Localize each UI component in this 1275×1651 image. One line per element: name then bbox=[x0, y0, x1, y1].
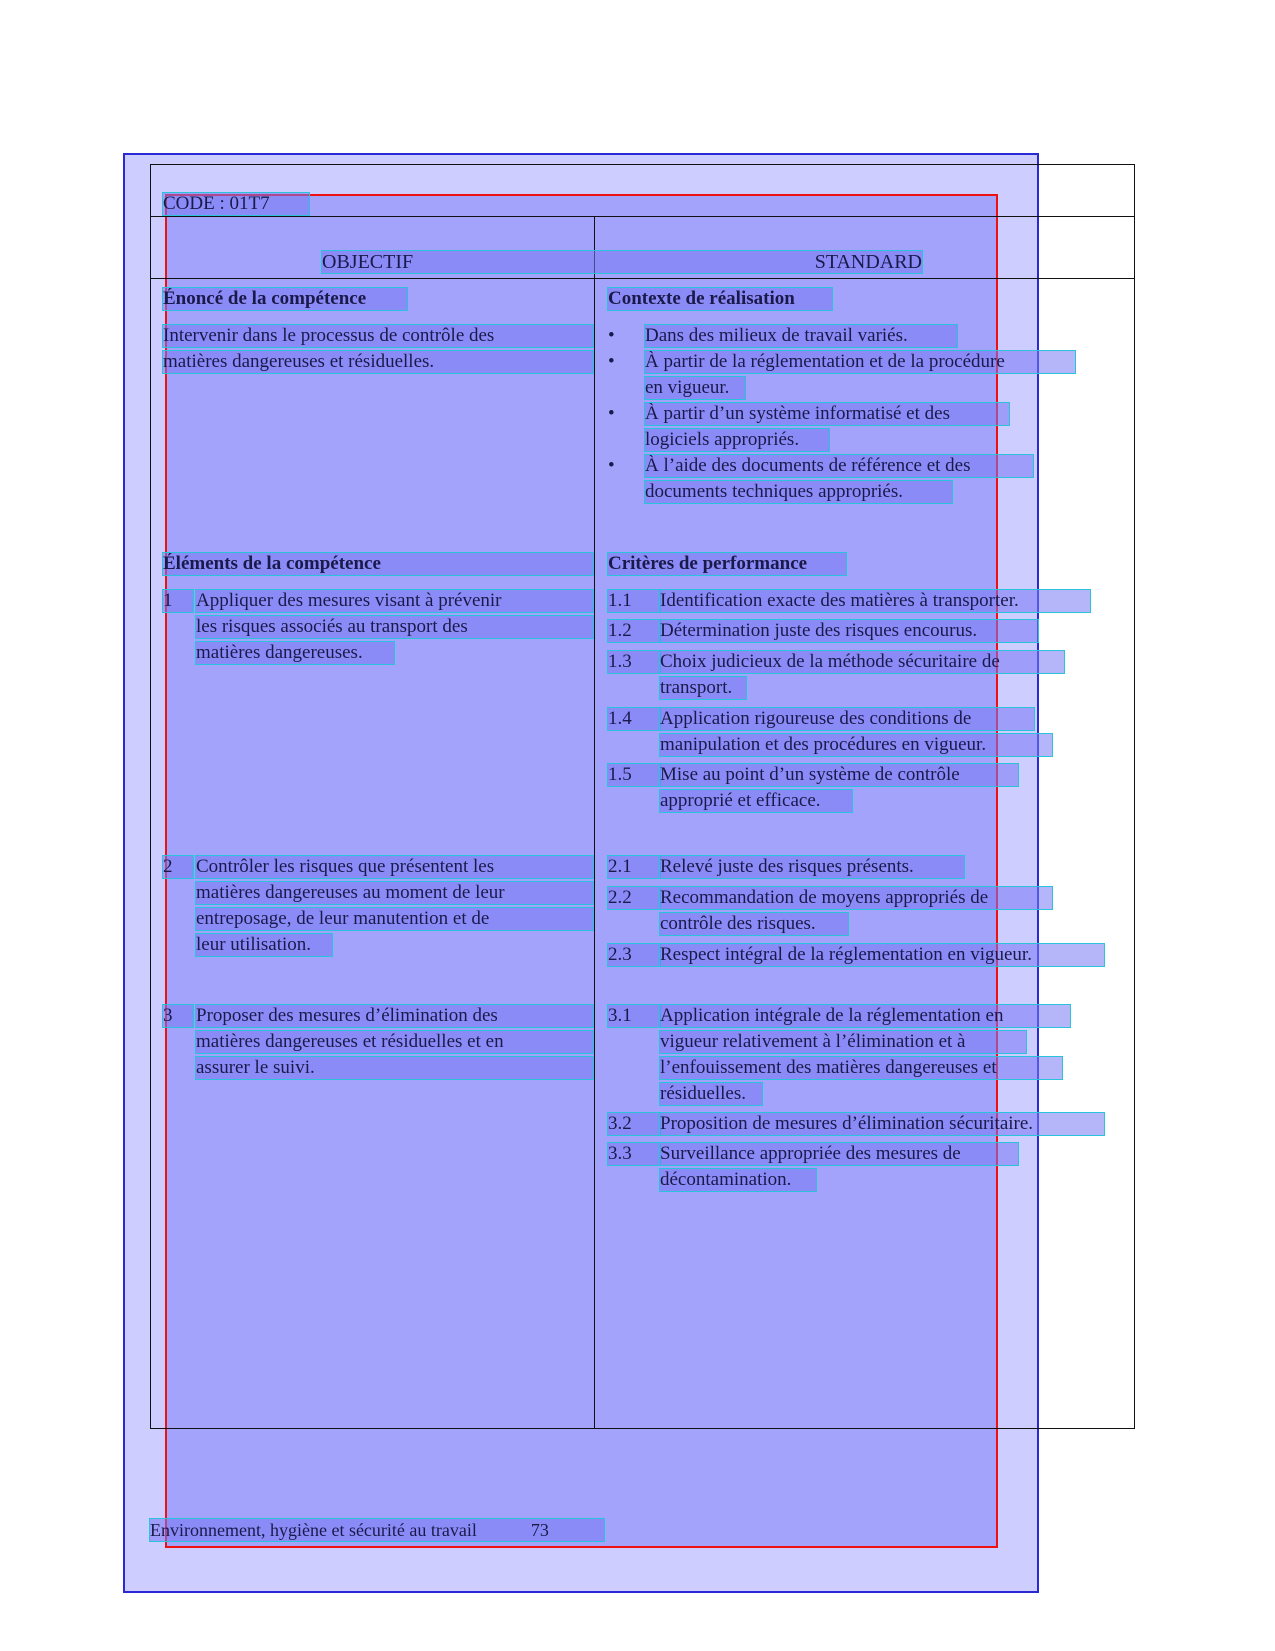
element-number: 2 bbox=[163, 856, 193, 878]
code-divider bbox=[150, 216, 1135, 217]
critere-line: Relevé juste des risques présents. bbox=[660, 856, 964, 878]
element-line: leur utilisation. bbox=[196, 934, 332, 956]
element-number: 3 bbox=[163, 1005, 193, 1027]
critere-line: Identification exacte des matières à transporter. bbox=[660, 590, 1090, 612]
header-divider bbox=[150, 278, 1135, 279]
critere-line: Mise au point d’un système de contrôle bbox=[660, 764, 1018, 786]
critere-line: Respect intégral de la réglementation en vigueur. bbox=[660, 944, 1104, 966]
critere-line: décontamination. bbox=[660, 1169, 816, 1191]
critere-line: Détermination juste des risques encourus. bbox=[660, 620, 1038, 642]
column-divider bbox=[594, 216, 595, 1429]
element-line: matières dangereuses et résiduelles et en bbox=[196, 1031, 593, 1053]
critere-number: 3.2 bbox=[608, 1113, 660, 1135]
contexte-line: documents techniques appropriés. bbox=[645, 481, 952, 503]
critere-line: vigueur relativement à l’élimination et à bbox=[660, 1031, 1026, 1053]
enonce-line: Intervenir dans le processus de contrôle des bbox=[163, 325, 593, 347]
contexte-line: À l’aide des documents de référence et des bbox=[645, 455, 1033, 477]
critere-line: résiduelles. bbox=[660, 1083, 762, 1105]
critere-line: approprié et efficace. bbox=[660, 790, 852, 812]
contexte-line: en vigueur. bbox=[645, 377, 745, 399]
critere-line: Recommandation de moyens appropriés de bbox=[660, 887, 1052, 909]
critere-number: 2.1 bbox=[608, 856, 660, 878]
header-objectif: OBJECTIF bbox=[322, 251, 922, 273]
contexte-title: Contexte de réalisation bbox=[608, 288, 832, 310]
critere-line: transport. bbox=[660, 677, 746, 699]
contexte-line: À partir de la réglementation et de la procédure bbox=[645, 351, 1075, 373]
critere-number: 1.5 bbox=[608, 764, 660, 786]
contexte-line: À partir d’un système informatisé et des bbox=[645, 403, 1009, 425]
element-line: entreposage, de leur manutention et de bbox=[196, 908, 593, 930]
critere-line: l’enfouissement des matières dangereuses et bbox=[660, 1057, 1062, 1079]
critere-number: 2.3 bbox=[608, 944, 660, 966]
element-line: Proposer des mesures d’élimination des bbox=[196, 1005, 593, 1027]
element-line: matières dangereuses au moment de leur bbox=[196, 882, 593, 904]
bullet: • bbox=[608, 455, 615, 476]
enonce-title: Énoncé de la compétence bbox=[163, 288, 407, 310]
critere-line: Application intégrale de la réglementation en bbox=[660, 1005, 1070, 1027]
bullet: • bbox=[608, 403, 615, 424]
page-footer: Environnement, hygiène et sécurité au travail 73 bbox=[150, 1519, 604, 1541]
critere-number: 1.4 bbox=[608, 708, 660, 730]
element-line: assurer le suivi. bbox=[196, 1057, 593, 1079]
critere-number: 2.2 bbox=[608, 887, 660, 909]
element-line: Appliquer des mesures visant à prévenir bbox=[196, 590, 593, 612]
critere-line: contrôle des risques. bbox=[660, 913, 848, 935]
critere-line: Application rigoureuse des conditions de bbox=[660, 708, 1034, 730]
critere-number: 1.1 bbox=[608, 590, 660, 612]
enonce-line: matières dangereuses et résiduelles. bbox=[163, 351, 593, 373]
critere-line: manipulation et des procédures en vigueur. bbox=[660, 734, 1052, 756]
element-line: matières dangereuses. bbox=[196, 642, 394, 664]
critere-line: Surveillance appropriée des mesures de bbox=[660, 1143, 1018, 1165]
code-label: CODE : 01T7 bbox=[163, 193, 309, 215]
elements-title: Éléments de la compétence bbox=[163, 553, 593, 575]
element-number: 1 bbox=[163, 590, 193, 612]
criteres-title: Critères de performance bbox=[608, 553, 846, 575]
critere-number: 3.3 bbox=[608, 1143, 660, 1165]
header-standard: STANDARD bbox=[814, 251, 922, 273]
contexte-line: Dans des milieux de travail variés. bbox=[645, 325, 957, 347]
critere-number: 1.2 bbox=[608, 620, 660, 642]
critere-number: 3.1 bbox=[608, 1005, 660, 1027]
critere-number: 1.3 bbox=[608, 651, 660, 673]
contexte-line: logiciels appropriés. bbox=[645, 429, 829, 451]
element-line: les risques associés au transport des bbox=[196, 616, 593, 638]
bullet: • bbox=[608, 351, 615, 372]
element-line: Contrôler les risques que présentent les bbox=[196, 856, 593, 878]
critere-line: Proposition de mesures d’élimination sécuritaire. bbox=[660, 1113, 1104, 1135]
bullet: • bbox=[608, 325, 615, 346]
critere-line: Choix judicieux de la méthode sécuritaire de bbox=[660, 651, 1064, 673]
